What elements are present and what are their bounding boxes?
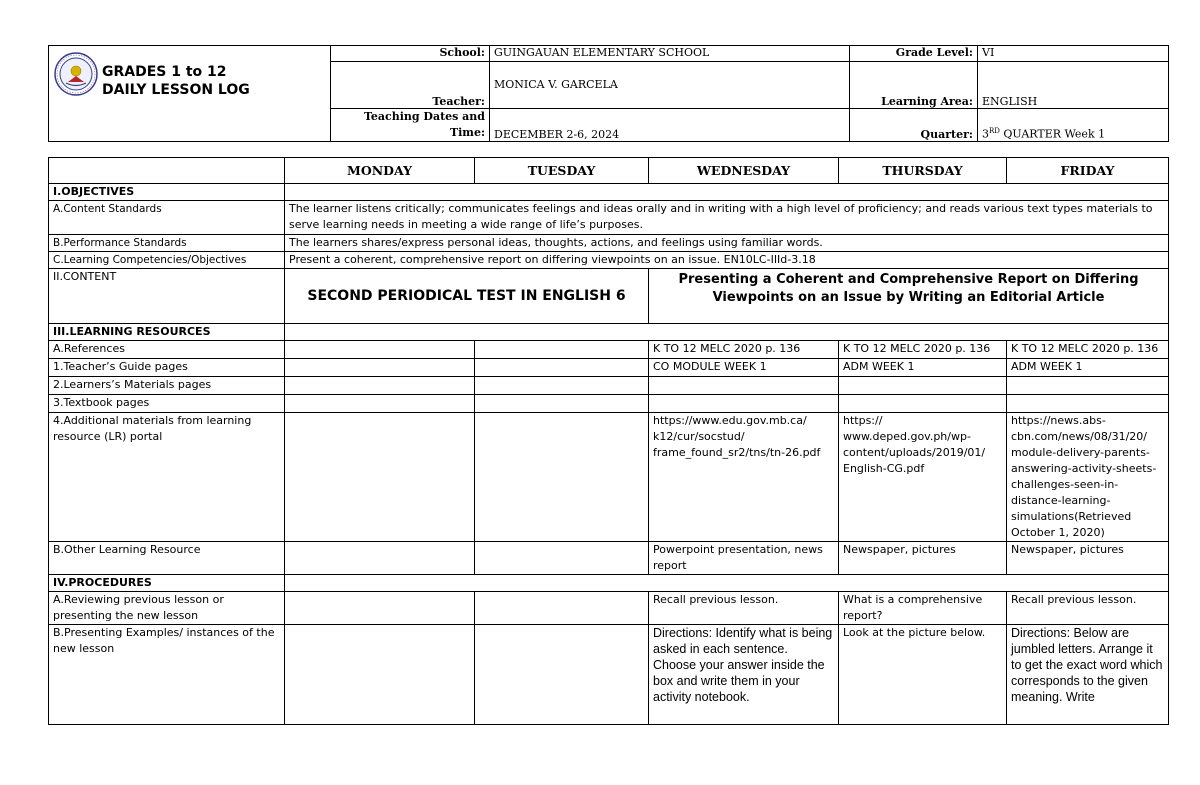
periodical-test-title: SECOND PERIODICAL TEST IN ENGLISH 6	[285, 269, 649, 324]
other-resource-wednesday: Powerpoint presentation, news report	[649, 542, 839, 575]
day-header-monday: MONDAY	[285, 158, 475, 184]
presenting-friday: Directions: Below are jumbled letters. Arrange it to get the exact word which corresponds to the given meaning. Write	[1007, 625, 1169, 725]
corner-cell	[49, 158, 285, 184]
link-line: October 1, 2020)	[1011, 526, 1105, 539]
competencies-text: Present a coherent, comprehensive report on differing viewpoints on an issue. EN10LC-IIId-3.18	[285, 252, 1169, 269]
link-line: www.deped.gov.ph/wp-	[843, 430, 971, 443]
quarter-number: 3	[982, 128, 989, 141]
cell-wednesday: CO MODULE WEEK 1	[649, 359, 839, 377]
content-standards-text: The learner listens critically; communicates feelings and ideas orally and in writing with a high level of proficiency; and reads various text types materials to serve learning needs in meeting a wide range of life’s purposes.	[285, 201, 1169, 235]
teaching-dates-value: DECEMBER 2-6, 2024	[490, 109, 850, 142]
link-line: cbn.com/news/08/31/20/	[1011, 430, 1147, 443]
competencies-label: C.Learning Competencies/Objectives	[49, 252, 285, 269]
cell-tuesday	[475, 341, 649, 359]
header-table	[48, 45, 1169, 142]
cell-monday	[285, 592, 475, 625]
presenting-examples-label: B.Presenting Examples/ instances of the new lesson	[49, 625, 285, 725]
link-line: answering-activity-sheets-	[1011, 462, 1157, 475]
cell-tuesday	[475, 592, 649, 625]
day-header-wednesday: WEDNESDAY	[649, 158, 839, 184]
table-row	[49, 324, 1169, 341]
performance-standards-label: B.Performance Standards	[49, 235, 285, 252]
learners-materials-label: 2.Learners’s Materials pages	[49, 377, 285, 395]
cell-thursday: K TO 12 MELC 2020 p. 136	[839, 341, 1007, 359]
link-line: https://	[843, 414, 883, 427]
table-row	[49, 413, 1169, 542]
table-row	[49, 359, 1169, 377]
link-line: content/uploads/2019/01/	[843, 446, 986, 459]
link-line: https://www.edu.gov.mb.ca/	[653, 414, 807, 427]
school-label: School:	[331, 46, 490, 62]
references-label: A.References	[49, 341, 285, 359]
other-resource-thursday: Newspaper, pictures	[839, 542, 1007, 575]
cell-tuesday	[475, 395, 649, 413]
grade-level-value: VI	[978, 46, 1169, 62]
title-block	[49, 46, 331, 142]
cell-thursday	[839, 377, 1007, 395]
cell-thursday: ADM WEEK 1	[839, 359, 1007, 377]
table-row	[49, 184, 1169, 201]
cell-monday	[285, 625, 475, 725]
school-value: GUINGAUAN ELEMENTARY SCHOOL	[490, 46, 850, 62]
quarter-rest: QUARTER Week 1	[999, 128, 1106, 141]
table-row	[49, 201, 1169, 235]
additional-materials-label: 4.Additional materials from learning resource (LR) portal	[49, 413, 285, 542]
link-line: https://news.abs-	[1011, 414, 1106, 427]
title-line-2: DAILY LESSON LOG	[102, 82, 250, 98]
presenting-wednesday: Directions: Identify what is being asked in each sentence. Choose your answer inside the box and write them in your activity notebook.	[649, 625, 839, 725]
table-row	[49, 341, 1169, 359]
cell-monday	[285, 542, 475, 575]
additional-materials-thursday	[839, 413, 1007, 542]
cell-tuesday	[475, 542, 649, 575]
title-line-1: GRADES 1 to 12	[102, 64, 227, 80]
additional-materials-friday	[1007, 413, 1169, 542]
table-row	[49, 235, 1169, 252]
content-standards-label: A.Content Standards	[49, 201, 285, 235]
other-resource-label: B.Other Learning Resource	[49, 542, 285, 575]
teachers-guide-label: 1.Teacher’s Guide pages	[49, 359, 285, 377]
cell-monday	[285, 395, 475, 413]
day-header-row	[49, 158, 1169, 184]
link-line: frame_found_sr2/tns/tn-26.pdf	[653, 446, 821, 459]
document-title	[102, 63, 250, 99]
content-label: II.CONTENT	[49, 269, 285, 324]
learning-area-label: Learning Area:	[850, 62, 978, 109]
table-row	[49, 575, 1169, 592]
link-line: k12/cur/socstud/	[653, 430, 745, 443]
section-procedures: IV.PROCEDURES	[49, 575, 285, 592]
quarter-label: Quarter:	[850, 109, 978, 142]
cell-monday	[285, 377, 475, 395]
link-line: simulations(Retrieved	[1011, 510, 1132, 523]
cell-wednesday: K TO 12 MELC 2020 p. 136	[649, 341, 839, 359]
table-row	[49, 395, 1169, 413]
link-line: distance-learning-	[1011, 494, 1111, 507]
teacher-label: Teacher:	[331, 62, 490, 109]
section-objectives: I.OBJECTIVES	[49, 184, 285, 201]
table-row	[49, 625, 1169, 725]
day-header-thursday: THURSDAY	[839, 158, 1007, 184]
section-learning-resources: III.LEARNING RESOURCES	[49, 324, 285, 341]
presenting-thursday: Look at the picture below.	[839, 625, 1007, 725]
other-resource-friday: Newspaper, pictures	[1007, 542, 1169, 575]
cell-wednesday	[649, 377, 839, 395]
quarter-value	[978, 109, 1169, 142]
review-thursday: What is a comprehensive report?	[839, 592, 1007, 625]
table-row	[49, 377, 1169, 395]
cell-wednesday	[649, 395, 839, 413]
review-friday: Recall previous lesson.	[1007, 592, 1169, 625]
additional-materials-wednesday	[649, 413, 839, 542]
teaching-dates-label-line1: Teaching Dates and	[363, 110, 485, 123]
empty-cell	[285, 184, 1169, 201]
deped-seal-icon	[54, 52, 98, 96]
cell-friday	[1007, 377, 1169, 395]
cell-tuesday	[475, 625, 649, 725]
grade-level-label: Grade Level:	[850, 46, 978, 62]
quarter-suffix: RD	[989, 127, 1000, 136]
table-row	[49, 269, 1169, 324]
cell-tuesday	[475, 413, 649, 542]
cell-friday: ADM WEEK 1	[1007, 359, 1169, 377]
lesson-topic-title: Presenting a Coherent and Comprehensive Report on Differing Viewpoints on an Issue by Writing an Editorial Article	[649, 269, 1169, 324]
cell-tuesday	[475, 377, 649, 395]
cell-friday: K TO 12 MELC 2020 p. 136	[1007, 341, 1169, 359]
teaching-dates-label-line2: Time:	[449, 126, 485, 139]
table-row	[49, 252, 1169, 269]
cell-monday	[285, 413, 475, 542]
day-header-tuesday: TUESDAY	[475, 158, 649, 184]
cell-thursday	[839, 395, 1007, 413]
teacher-value: MONICA V. GARCELA	[490, 62, 850, 109]
lesson-log-table	[48, 157, 1169, 725]
performance-standards-text: The learners shares/express personal ideas, thoughts, actions, and feelings using familiar words.	[285, 235, 1169, 252]
textbook-pages-label: 3.Textbook pages	[49, 395, 285, 413]
learning-area-value: ENGLISH	[978, 62, 1169, 109]
teaching-dates-label	[331, 109, 490, 142]
link-line: challenges-seen-in-	[1011, 478, 1119, 491]
cell-tuesday	[475, 359, 649, 377]
table-row	[49, 542, 1169, 575]
cell-monday	[285, 341, 475, 359]
empty-cell	[285, 575, 1169, 592]
day-header-friday: FRIDAY	[1007, 158, 1169, 184]
empty-cell	[285, 324, 1169, 341]
review-lesson-label: A.Reviewing previous lesson or presenting the new lesson	[49, 592, 285, 625]
table-row	[49, 592, 1169, 625]
link-line: English-CG.pdf	[843, 462, 925, 475]
cell-monday	[285, 359, 475, 377]
cell-friday	[1007, 395, 1169, 413]
review-wednesday: Recall previous lesson.	[649, 592, 839, 625]
link-line: module-delivery-parents-	[1011, 446, 1150, 459]
